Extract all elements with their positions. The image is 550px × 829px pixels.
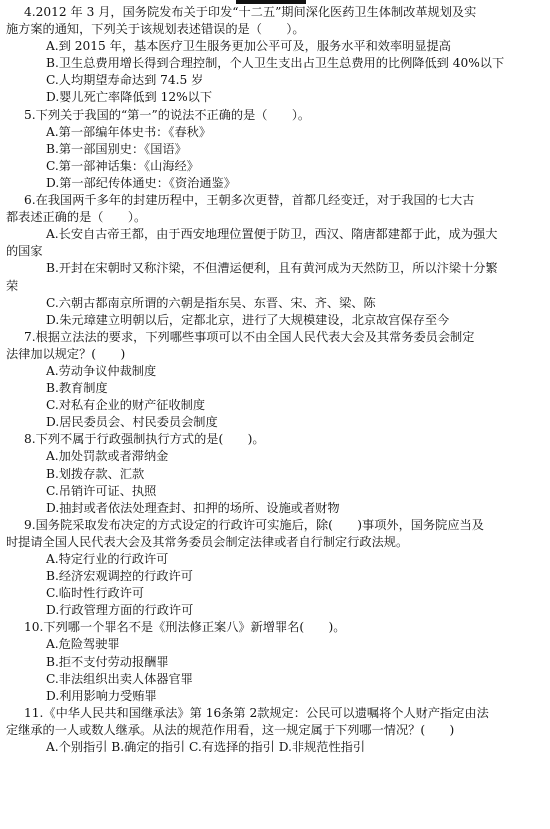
option-b: B.划拨存款、汇款: [46, 466, 145, 481]
option-c: C.六朝古都南京所谓的六朝是指东吴、东晋、宋、齐、梁、陈: [46, 295, 376, 310]
question-stem: 6.在我国两千多年的封建历程中，王朝多次更替，首都几经变迁，对于我国的七大古: [24, 193, 475, 208]
question-stem: 5.下列关于我国的“第一”的说法不正确的是（ ）。: [24, 107, 311, 122]
option-c: C.临时性行政许可: [46, 586, 145, 601]
question-stem: 7.根据立法法的要求，下列哪些事项可以不由全国人民代表大会及其常务委员会制定: [24, 329, 475, 344]
option-c: C.吊销许可证、执照: [46, 483, 157, 498]
option-a: A.特定行业的行政许可: [46, 552, 169, 566]
option-b: B.开封在宋朝时又称汴梁，不但漕运便利，且有黄河成为天然防卫，所以汴梁十分繁: [46, 261, 498, 276]
question-10: [0, 619, 550, 704]
option-a-cont: 的国家: [6, 244, 43, 259]
question-stem-cont: 定继承的一人或数人继承。从法的规范作用看，这一规定属于下列哪一情况？( ): [6, 722, 455, 737]
option-a: A.加处罚款或者滞纳金: [46, 449, 169, 464]
option-b-cont: 荣: [6, 278, 19, 293]
question-8: [0, 431, 550, 516]
option-a: A.危险驾驶罪: [46, 637, 120, 652]
question-9: [0, 517, 550, 620]
option-d: D.利用影响力受贿罪: [46, 688, 157, 703]
option-b: B.经济宏观调控的行政许可: [46, 569, 193, 584]
question-stem: 4.2012 年 3 月，国务院发布关于印发“十二五”期间深化医药卫生体制改革规划及实: [24, 5, 477, 19]
option-c: C.人均期望寿命达到 74.5 岁: [46, 73, 204, 88]
question-stem: 11.《中华人民共和国继承法》第 16条第 2款规定：公民可以遗嘱将个人财产指定由法: [24, 705, 489, 720]
question-7: [0, 329, 550, 432]
option-d: D.朱元璋建立明朝以后，定都北京，进行了大规模建设，北京故宫保存至今: [46, 312, 450, 327]
option-d: D.行政管理方面的行政许可: [46, 603, 194, 618]
option-c: C.非法组织出卖人体器官罪: [46, 671, 193, 686]
option-b: B.教育制度: [46, 381, 108, 396]
question-11: [0, 705, 550, 756]
exam-page: [0, 4, 550, 756]
question-stem: 9.国务院采取发布决定的方式设定的行政许可实施后，除( )事项外，国务院应当及: [24, 517, 484, 532]
option-a: A.到 2015 年，基本医疗卫生服务更加公平可及，服务水平和效率明显提高: [46, 39, 451, 54]
option-d: D.居民委员会、村民委员会制度: [46, 415, 218, 430]
option-c: C.第一部神话集：《山海经》: [46, 158, 199, 173]
option-d: D.抽封或者依法处理查封、扣押的场所、设施或者财物: [46, 500, 340, 515]
option-a: A.劳动争议仲裁制度: [46, 363, 157, 378]
question-stem-cont: 都表述正确的是（ ）。: [6, 210, 147, 225]
option-c: C.对私有企业的财产征收制度: [46, 398, 206, 413]
option-b: B.卫生总费用增长得到合理控制，个人卫生支出占卫生总费用的比例降低到 40%以下: [46, 56, 505, 71]
question-stem-cont: 施方案的通知，下列关于该规划表述错误的是（ ）。: [6, 22, 305, 37]
question-stem-cont: 法律加以规定？( ): [6, 346, 126, 361]
question-stem-cont: 时提请全国人民代表大会及其常务委员会制定法律或者自行制定行政法规。: [6, 534, 409, 549]
question-stem: 10.下列哪一个罪名不是《刑法修正案八》新增罪名( )。: [24, 620, 346, 635]
option-a: A.长安自古帝王都，由于西安地理位置便于防卫，西汉、隋唐都建都于此，成为强大: [46, 227, 498, 242]
option-a: A.第一部编年体史书：《春秋》: [46, 124, 212, 139]
option-b: B.拒不支付劳动报酬罪: [46, 654, 169, 669]
question-6: [0, 192, 550, 329]
option-d: D.婴儿死亡率降低到 12%以下: [46, 90, 213, 105]
option-b: B.第一部国别史：《国语》: [46, 141, 187, 156]
question-stem: 8.下列不属于行政强制执行方式的是( )。: [24, 432, 265, 447]
question-5: [0, 107, 550, 192]
question-4: [0, 4, 550, 107]
options-inline: A.个别指引 B.确定的指引 C.有选择的指引 D.非规范性指引: [46, 740, 366, 755]
option-d: D.第一部纪传体通史：《资治通鉴》: [46, 175, 236, 190]
